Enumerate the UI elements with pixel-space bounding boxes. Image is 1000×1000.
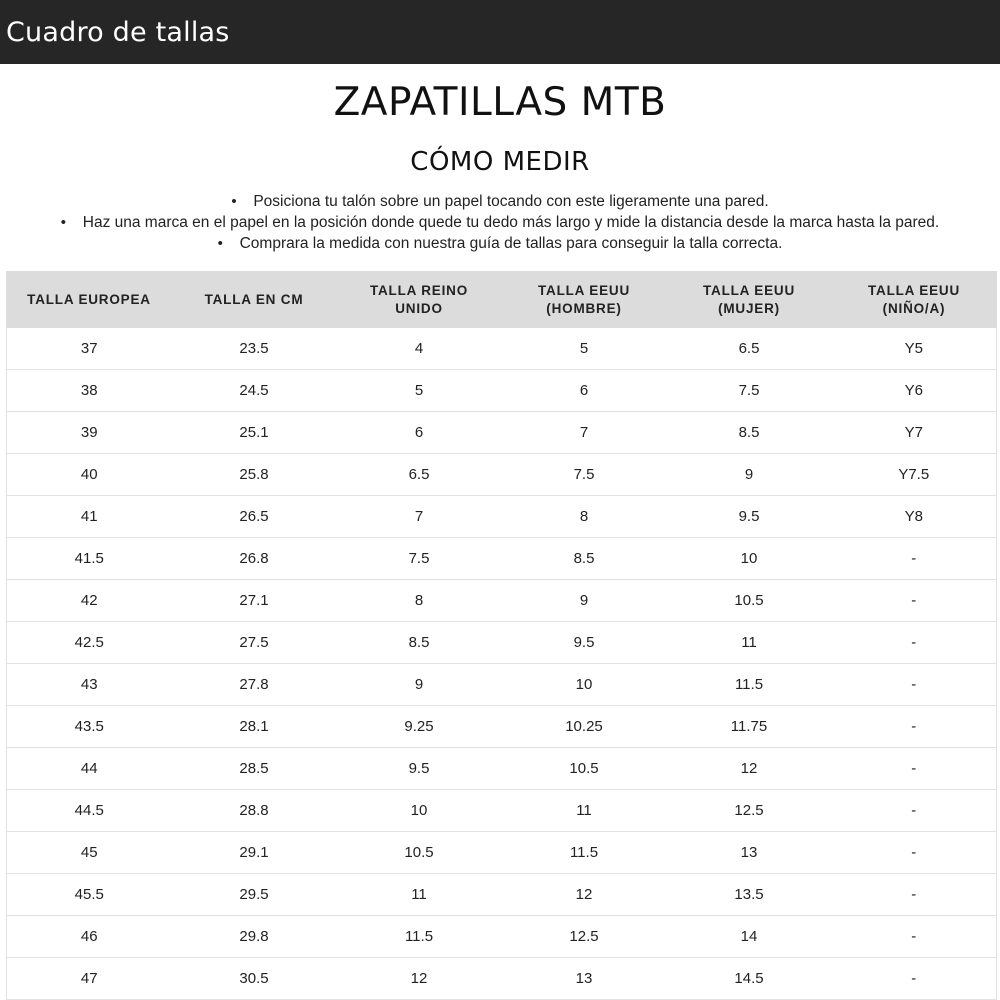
table-cell: 13 bbox=[667, 832, 832, 874]
table-cell: 7.5 bbox=[502, 454, 667, 496]
table-cell: 12 bbox=[502, 874, 667, 916]
table-cell: 26.8 bbox=[172, 538, 337, 580]
table-cell: - bbox=[832, 832, 997, 874]
table-cell: 38 bbox=[7, 370, 172, 412]
table-cell: 25.1 bbox=[172, 412, 337, 454]
page-header-title: Cuadro de tallas bbox=[6, 16, 230, 48]
table-cell: 6.5 bbox=[337, 454, 502, 496]
top-bar bbox=[0, 0, 1000, 64]
table-cell: Y7 bbox=[832, 412, 997, 454]
table-cell: 7 bbox=[337, 496, 502, 538]
table-cell: 7.5 bbox=[667, 370, 832, 412]
column-header: TALLA EEUU (HOMBRE) bbox=[502, 272, 667, 328]
table-cell: Y5 bbox=[832, 328, 997, 370]
table-cell: 8.5 bbox=[667, 412, 832, 454]
table-row bbox=[7, 706, 997, 748]
table-cell: 10.5 bbox=[337, 832, 502, 874]
table-cell: 14 bbox=[667, 916, 832, 958]
table-cell: Y8 bbox=[832, 496, 997, 538]
table-row bbox=[7, 748, 997, 790]
instruction-item: • Posiciona tu talón sobre un papel tocando con este ligeramente una pared. bbox=[0, 191, 1000, 212]
table-cell: 12 bbox=[667, 748, 832, 790]
table-row bbox=[7, 580, 997, 622]
table-cell: 27.1 bbox=[172, 580, 337, 622]
table-cell: Y6 bbox=[832, 370, 997, 412]
table-cell: 9.5 bbox=[337, 748, 502, 790]
table-cell: 24.5 bbox=[172, 370, 337, 412]
table-cell: 11 bbox=[337, 874, 502, 916]
table-cell: 10.5 bbox=[502, 748, 667, 790]
table-cell: - bbox=[832, 958, 997, 1000]
table-body bbox=[7, 328, 997, 1000]
table-cell: - bbox=[832, 874, 997, 916]
table-cell: 41 bbox=[7, 496, 172, 538]
table-cell: 40 bbox=[7, 454, 172, 496]
table-row bbox=[7, 664, 997, 706]
table-cell: 30.5 bbox=[172, 958, 337, 1000]
table-cell: 8.5 bbox=[502, 538, 667, 580]
table-cell: 47 bbox=[7, 958, 172, 1000]
table-row bbox=[7, 874, 997, 916]
table-cell: 11.5 bbox=[667, 664, 832, 706]
table-cell: 39 bbox=[7, 412, 172, 454]
instructions-list bbox=[0, 191, 1000, 254]
table-cell: 11 bbox=[667, 622, 832, 664]
table-cell: 6.5 bbox=[667, 328, 832, 370]
table-cell: 41.5 bbox=[7, 538, 172, 580]
table-cell: 11.75 bbox=[667, 706, 832, 748]
table-row bbox=[7, 370, 997, 412]
size-chart-table bbox=[6, 271, 997, 1000]
table-cell: 9.25 bbox=[337, 706, 502, 748]
table-cell: 8 bbox=[337, 580, 502, 622]
table-cell: 10.25 bbox=[502, 706, 667, 748]
table-cell: - bbox=[832, 622, 997, 664]
page-title: ZAPATILLAS MTB bbox=[333, 80, 667, 125]
table-cell: - bbox=[832, 790, 997, 832]
table-cell: - bbox=[832, 538, 997, 580]
table-cell: 14.5 bbox=[667, 958, 832, 1000]
table-cell: 9 bbox=[667, 454, 832, 496]
table-row bbox=[7, 538, 997, 580]
table-cell: 13 bbox=[502, 958, 667, 1000]
table-cell: 11.5 bbox=[502, 832, 667, 874]
table-cell: 5 bbox=[337, 370, 502, 412]
table-cell: 45.5 bbox=[7, 874, 172, 916]
table-cell: 27.5 bbox=[172, 622, 337, 664]
table-cell: 29.1 bbox=[172, 832, 337, 874]
table-cell: 10 bbox=[502, 664, 667, 706]
table-cell: 11 bbox=[502, 790, 667, 832]
table-row bbox=[7, 622, 997, 664]
table-cell: 10 bbox=[667, 538, 832, 580]
table-cell: 27.8 bbox=[172, 664, 337, 706]
table-cell: 28.1 bbox=[172, 706, 337, 748]
table-cell: 9.5 bbox=[502, 622, 667, 664]
column-header: TALLA EEUU (NIÑO/A) bbox=[832, 272, 997, 328]
table-cell: 5 bbox=[502, 328, 667, 370]
table-cell: 6 bbox=[502, 370, 667, 412]
section-title: CÓMO MEDIR bbox=[410, 147, 590, 177]
table-cell: - bbox=[832, 706, 997, 748]
table-cell: 12 bbox=[337, 958, 502, 1000]
table-cell: 28.5 bbox=[172, 748, 337, 790]
instruction-item: • Haz una marca en el papel en la posición donde quede tu dedo más largo y mide la distancia desde la marca hasta la pared. bbox=[0, 212, 1000, 233]
table-cell: 23.5 bbox=[172, 328, 337, 370]
table-row bbox=[7, 412, 997, 454]
table-cell: 44 bbox=[7, 748, 172, 790]
table-cell: 7 bbox=[502, 412, 667, 454]
table-cell: 43 bbox=[7, 664, 172, 706]
table-row bbox=[7, 916, 997, 958]
table-cell: 13.5 bbox=[667, 874, 832, 916]
table-cell: 9.5 bbox=[667, 496, 832, 538]
table-cell: 42 bbox=[7, 580, 172, 622]
table-cell: 25.8 bbox=[172, 454, 337, 496]
table-cell: 12.5 bbox=[667, 790, 832, 832]
table-cell: 12.5 bbox=[502, 916, 667, 958]
table-cell: 11.5 bbox=[337, 916, 502, 958]
table-cell: 43.5 bbox=[7, 706, 172, 748]
table-row bbox=[7, 832, 997, 874]
table-cell: - bbox=[832, 580, 997, 622]
table-cell: 26.5 bbox=[172, 496, 337, 538]
table-cell: 42.5 bbox=[7, 622, 172, 664]
table-cell: 6 bbox=[337, 412, 502, 454]
table-cell: 7.5 bbox=[337, 538, 502, 580]
table-row bbox=[7, 454, 997, 496]
table-cell: 9 bbox=[337, 664, 502, 706]
instruction-item: • Comprara la medida con nuestra guía de tallas para conseguir la talla correcta. bbox=[0, 233, 1000, 254]
table-cell: - bbox=[832, 748, 997, 790]
table-cell: 10.5 bbox=[667, 580, 832, 622]
column-header: TALLA EN CM bbox=[172, 272, 337, 328]
table-cell: 9 bbox=[502, 580, 667, 622]
table-row bbox=[7, 328, 997, 370]
table-cell: 10 bbox=[337, 790, 502, 832]
table-cell: 37 bbox=[7, 328, 172, 370]
column-header: TALLA EUROPEA bbox=[7, 272, 172, 328]
table-cell: 45 bbox=[7, 832, 172, 874]
table-cell: 4 bbox=[337, 328, 502, 370]
table-cell: 44.5 bbox=[7, 790, 172, 832]
table-cell: 8 bbox=[502, 496, 667, 538]
table-row bbox=[7, 496, 997, 538]
table-cell: 8.5 bbox=[337, 622, 502, 664]
table-header-row bbox=[7, 272, 997, 328]
table-row bbox=[7, 958, 997, 1000]
table-cell: - bbox=[832, 664, 997, 706]
table-cell: Y7.5 bbox=[832, 454, 997, 496]
table-cell: 46 bbox=[7, 916, 172, 958]
table-cell: 29.5 bbox=[172, 874, 337, 916]
table-row bbox=[7, 790, 997, 832]
table-cell: - bbox=[832, 916, 997, 958]
table-cell: 29.8 bbox=[172, 916, 337, 958]
column-header: TALLA REINO UNIDO bbox=[337, 272, 502, 328]
column-header: TALLA EEUU (MUJER) bbox=[667, 272, 832, 328]
table-cell: 28.8 bbox=[172, 790, 337, 832]
